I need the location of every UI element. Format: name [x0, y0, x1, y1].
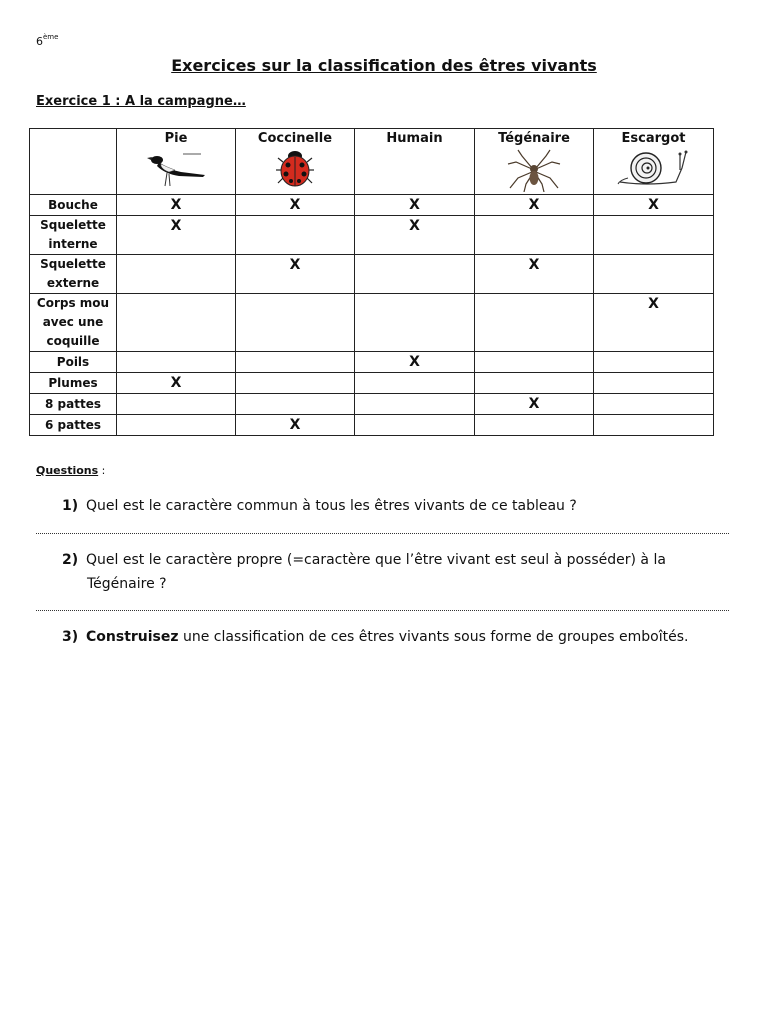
table-row — [30, 294, 714, 352]
spider-icon — [504, 148, 564, 192]
column-label: Coccinelle — [257, 131, 333, 146]
table-cell — [236, 352, 355, 373]
table-row — [30, 216, 714, 255]
table-cell — [355, 294, 475, 352]
table-cell: X — [355, 352, 475, 373]
table-row — [30, 415, 714, 436]
column-label: Escargot — [621, 131, 686, 146]
answer-line-1[interactable] — [36, 533, 729, 534]
table-cell — [117, 255, 236, 294]
table-cell — [355, 415, 475, 436]
classification-table — [29, 128, 714, 436]
question-3 — [62, 625, 702, 649]
table-cell — [117, 394, 236, 415]
table-cell: X — [236, 255, 355, 294]
table-cell: X — [117, 216, 236, 255]
table-cell: X — [117, 195, 236, 216]
table-cell: X — [594, 294, 714, 352]
table-cell: X — [475, 394, 594, 415]
table-cell — [594, 415, 714, 436]
table-cell — [594, 352, 714, 373]
table-row — [30, 352, 714, 373]
table-cell — [594, 255, 714, 294]
column-label: Tégénaire — [498, 131, 570, 146]
table-cell — [355, 373, 475, 394]
table-cell — [236, 216, 355, 255]
table-cell — [117, 352, 236, 373]
column-header-pie — [117, 129, 236, 195]
answer-line-2[interactable] — [36, 610, 729, 611]
row-label: Poils — [30, 352, 117, 373]
table-cell — [594, 216, 714, 255]
row-label: 8 pattes — [30, 394, 117, 415]
table-cell: X — [475, 255, 594, 294]
question-text: une classification de ces êtres vivants sous forme de groupes emboîtés. — [178, 629, 689, 645]
table-cell — [117, 294, 236, 352]
question-number: 2) — [62, 552, 79, 568]
question-text: Quel est le caractère commun à tous les êtres vivants de ce tableau ? — [86, 498, 577, 514]
table-cell — [475, 216, 594, 255]
table-cell — [355, 394, 475, 415]
ladybug-icon — [275, 148, 315, 188]
question-2 — [62, 548, 702, 596]
column-header-tegenaire — [475, 129, 594, 195]
question-number: 1) — [62, 498, 79, 514]
question-1 — [62, 494, 702, 518]
row-label: 6 pattes — [30, 415, 117, 436]
table-cell — [355, 255, 475, 294]
question-bold-verb: Construisez — [86, 629, 179, 645]
column-label: Humain — [386, 131, 443, 146]
snail-icon — [616, 148, 692, 188]
table-header-row — [30, 129, 714, 195]
exercise-title: Exercice 1 : A la campagne… — [36, 94, 246, 109]
table-cell: X — [475, 195, 594, 216]
table-row — [30, 255, 714, 294]
table-cell: X — [355, 216, 475, 255]
column-header-humain — [355, 129, 475, 195]
table-cell — [117, 415, 236, 436]
table-cell: X — [355, 195, 475, 216]
row-label: Bouche — [30, 195, 117, 216]
question-text-continued: Tégénaire ? — [87, 576, 167, 592]
table-cell — [236, 294, 355, 352]
table-cell — [236, 373, 355, 394]
column-header-escargot — [594, 129, 714, 195]
table-cell — [594, 373, 714, 394]
question-number: 3) — [62, 629, 79, 645]
header-empty-cell — [30, 129, 117, 195]
table-cell — [236, 394, 355, 415]
page-title: Exercices sur la classification des êtres vivants — [171, 56, 597, 75]
grade-level: 6ème — [36, 33, 59, 48]
table-row — [30, 195, 714, 216]
row-label: Corps mou avec une coquille — [30, 294, 117, 352]
table-cell: X — [594, 195, 714, 216]
questions-heading: Questions : — [36, 464, 106, 477]
table-cell — [475, 415, 594, 436]
table-cell: X — [236, 415, 355, 436]
question-text: Quel est le caractère propre (=caractère que l’être vivant est seul à posséder) à la — [86, 552, 666, 568]
table-cell — [475, 373, 594, 394]
table-cell: X — [236, 195, 355, 216]
row-label: Squelette interne — [30, 216, 117, 255]
row-label: Plumes — [30, 373, 117, 394]
table-row — [30, 394, 714, 415]
column-header-coccinelle — [236, 129, 355, 195]
magpie-icon — [145, 148, 207, 188]
column-label: Pie — [164, 131, 188, 146]
row-label: Squelette externe — [30, 255, 117, 294]
table-row — [30, 373, 714, 394]
table-cell — [594, 394, 714, 415]
table-cell: X — [117, 373, 236, 394]
table-cell — [475, 352, 594, 373]
table-cell — [475, 294, 594, 352]
